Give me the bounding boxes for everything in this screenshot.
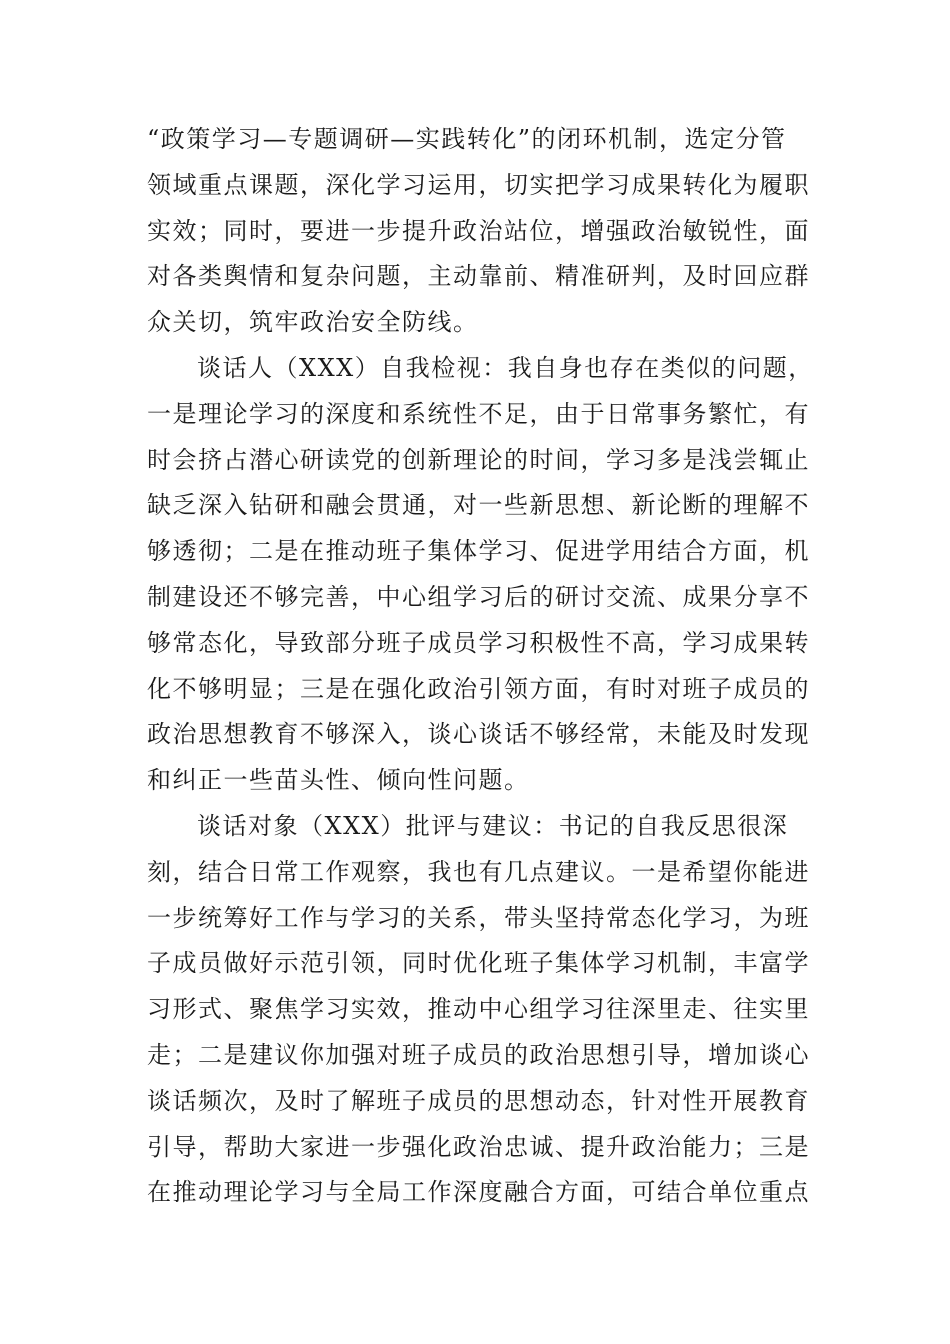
text-line: 一步统筹好工作与学习的关系，带头坚持常态化学习，为班 <box>147 903 810 932</box>
text-line: “政策学习—专题调研—实践转化”的闭环机制，选定分管 <box>147 125 787 153</box>
text-line: 引导，帮助大家进一步强化政治忠诚、提升政治能力；三是 <box>147 1132 810 1161</box>
text-line: 一是理论学习的深度和系统性不足，由于日常事务繁忙，有 <box>147 399 810 428</box>
document-body <box>147 117 812 1216</box>
text-line: 制建设还不够完善，中心组学习后的研讨交流、成果分享不 <box>147 582 810 611</box>
paragraph-start-line: 谈话对象（XXX）批评与建议：书记的自我反思很深 <box>197 811 789 840</box>
text-line: 习形式、聚焦学习实效，推动中心组学习往深里走、往实里 <box>147 995 810 1024</box>
text-line: 化不够明显；三是在强化政治引领方面，有时对班子成员的 <box>147 674 810 703</box>
text-line: 够常态化，导致部分班子成员学习积极性不高，学习成果转 <box>147 628 810 657</box>
text-line: 众关切，筑牢政治安全防线。 <box>147 308 479 337</box>
paragraph-start-line: 谈话人（XXX）自我检视：我自身也存在类似的问题， <box>197 353 814 382</box>
text-line: 领域重点课题，深化学习运用，切实把学习成果转化为履职 <box>147 170 810 199</box>
text-line: 缺乏深入钻研和融会贯通，对一些新思想、新论断的理解不 <box>147 491 810 520</box>
text-line: 对各类舆情和复杂问题，主动靠前、精准研判，及时回应群 <box>147 262 810 291</box>
text-line: 政治思想教育不够深入，谈心谈话不够经常，未能及时发现 <box>147 720 810 749</box>
text-line: 时会挤占潜心研读党的创新理论的时间，学习多是浅尝辄止 <box>147 445 810 474</box>
text-line: 谈话频次，及时了解班子成员的思想动态，针对性开展教育 <box>147 1086 810 1115</box>
text-line: 走；二是建议你加强对班子成员的政治思想引导，增加谈心 <box>147 1040 810 1069</box>
text-line: 够透彻；二是在推动班子集体学习、促进学用结合方面，机 <box>147 537 810 566</box>
text-line: 和纠正一些苗头性、倾向性问题。 <box>147 766 530 795</box>
text-line: 在推动理论学习与全局工作深度融合方面，可结合单位重点 <box>147 1178 810 1207</box>
text-line: 实效；同时，要进一步提升政治站位，增强政治敏锐性，面 <box>147 216 810 245</box>
text-line: 刻，结合日常工作观察，我也有几点建议。一是希望你能进 <box>147 857 810 886</box>
text-line: 子成员做好示范引领，同时优化班子集体学习机制，丰富学 <box>147 949 810 978</box>
